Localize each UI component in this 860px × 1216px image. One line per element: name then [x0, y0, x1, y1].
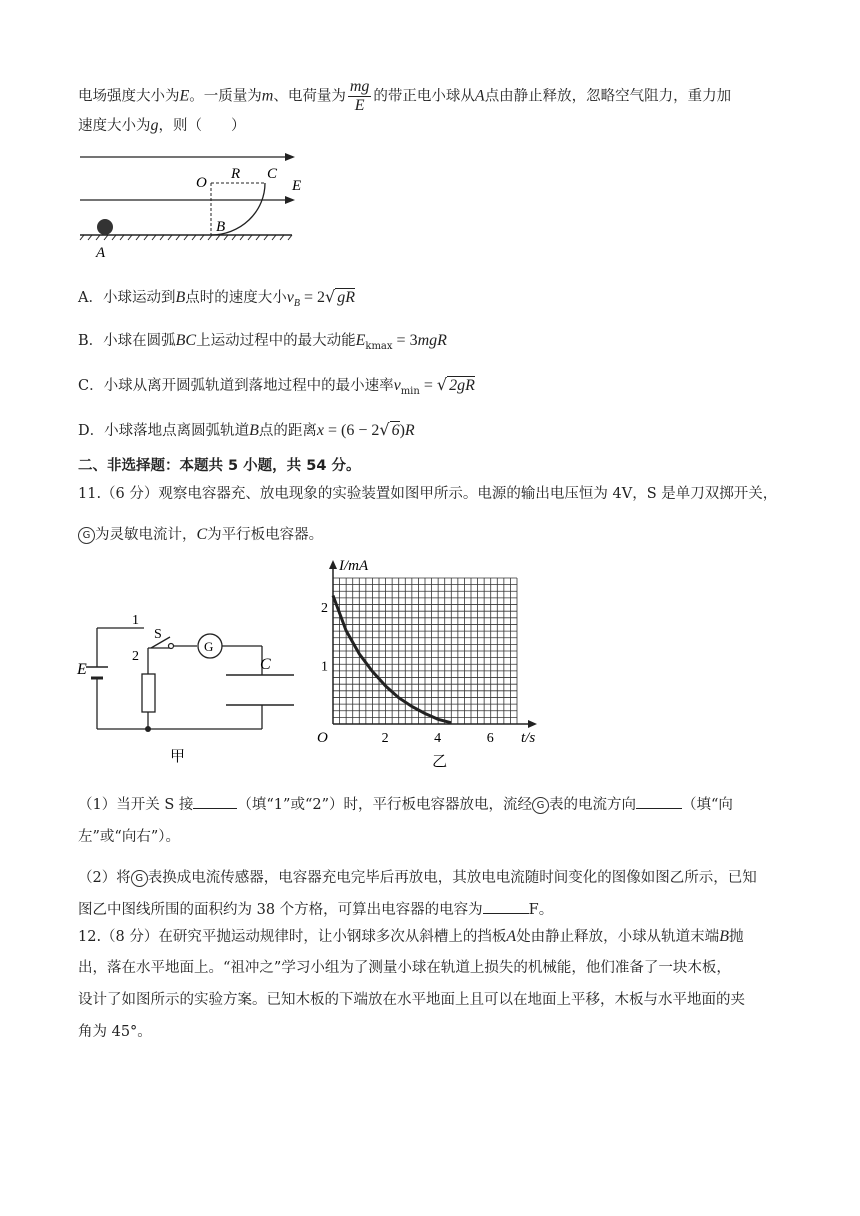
switch-label: S: [154, 627, 162, 642]
terminal-1-label: 1: [132, 613, 139, 628]
var-v: v: [393, 377, 401, 394]
var-E: E: [179, 87, 190, 105]
figure-caption-jia: 甲: [170, 749, 186, 765]
q10-text: 的带正电小球从: [373, 88, 475, 105]
chart-grid: [333, 578, 517, 724]
option-text: C．小球从离开圆弧轨道到落地过程中的最小速率: [78, 378, 394, 394]
radicand-gR: gR: [337, 289, 355, 306]
var-B: B: [175, 289, 186, 306]
q10-text: 速度大小为: [78, 118, 151, 134]
y-axis-arrow: [329, 560, 337, 569]
section-heading: 二、非选择题：本题共 5 小题，共 54 分。: [78, 458, 361, 474]
q12-line3: 设计了如图所示的实验方案。已知木板的下端放在水平地面上且可以在地面上平移，木板与水平地面的夹: [78, 992, 745, 1008]
q12-line2: 出，落在水平地面上。“祖冲之”学习小组为了测量小球在轨道上损失的机械能，他们准备了一块木板，: [78, 960, 731, 976]
q11-text: 为平行板电容器。: [207, 527, 324, 543]
expression: = (6 − 2: [324, 422, 380, 439]
var-BC: BC: [175, 332, 197, 349]
origin-label: O: [317, 730, 328, 746]
terminal-2-label: 2: [132, 649, 139, 664]
switch-pivot: [169, 644, 174, 649]
q10-text: 。一质量为: [189, 88, 262, 105]
galvanometer-icon: G: [131, 870, 148, 887]
label-B: B: [216, 219, 226, 235]
field-arrow-middle: [285, 196, 295, 204]
galvanometer-icon: G: [532, 797, 549, 814]
q11-text: 表的电流方向: [549, 797, 636, 813]
equals: = 2: [299, 289, 326, 306]
answer-blank-direction[interactable]: [636, 808, 682, 809]
q12-text: 抛: [728, 929, 744, 945]
label-E: E: [292, 178, 302, 194]
capacitor-label: C: [260, 656, 271, 673]
q11-text: （填“向: [682, 797, 733, 813]
q11-text: 表换成电流传感器，电容器充电完毕后再放电，其放电电流随时间变化的图像如图乙所示，已知: [147, 870, 757, 886]
x-axis-label: t/s: [521, 730, 536, 746]
circuit-diagram: [74, 602, 296, 774]
field-arrow-top: [285, 153, 295, 161]
x-axis-arrow: [528, 720, 537, 728]
discharge-current-chart: [305, 560, 555, 778]
var-E: E: [355, 332, 366, 349]
q11-text: （填“1”或“2”）时，平行板电容器放电，流经: [237, 797, 532, 813]
q11-sub2-line1: [78, 868, 757, 888]
var-R: R: [404, 422, 415, 439]
label-C: C: [267, 166, 278, 182]
label-R: R: [231, 166, 241, 182]
q11-text: （2）将: [78, 870, 131, 886]
var-g: g: [150, 117, 159, 134]
q10-option-D: D．小球落地点离圆弧轨道B点的距离x = (6 − 2√ 6)R: [78, 420, 415, 439]
galvanometer-label: G: [204, 639, 214, 654]
q11-text: （1）当开关 S 接: [78, 797, 194, 813]
var-v: v: [286, 289, 294, 306]
q11-sub2-line2: [78, 900, 553, 920]
q10-option-C: C．小球从离开圆弧轨道到落地过程中的最小速率$v_{min}$ = √ 2gR: [78, 375, 475, 397]
q11-sub1-line1: [78, 795, 733, 815]
x-tick-label: 6: [486, 731, 494, 746]
frac-denominator: E: [354, 97, 365, 114]
q10-stem-line1: [78, 78, 731, 115]
q11-sub1-line2: 左”或“向右”）。: [78, 829, 180, 845]
option-text: 点的距离: [258, 423, 317, 439]
var-x: x: [316, 422, 325, 439]
option-text: A．小球运动到: [78, 290, 176, 306]
resistor: [142, 674, 155, 712]
q10-option-A: A．小球运动到B点时的速度大小$v_B = 2√$ gR: [78, 287, 355, 309]
source-label: E: [77, 661, 87, 678]
q10-stem-line2: [78, 116, 246, 136]
q12-text: 处由静止释放，小球从轨道末端: [516, 929, 720, 945]
q10-text: ，则（ ）: [158, 118, 246, 134]
q12-line4: 角为 45°。: [78, 1024, 152, 1040]
radicand-2gR: 2gR: [449, 377, 475, 394]
y-axis-label: I/mA: [339, 560, 369, 574]
var-B: B: [719, 928, 729, 945]
q11-text: 为灵敏电流计，: [95, 527, 197, 543]
q12-text: 12.（8 分）在研究平抛运动规律时，让小钢球多次从斜槽上的挡板: [78, 929, 507, 945]
subscript-B: B: [293, 297, 300, 309]
radicand-6: 6: [391, 422, 400, 439]
var-A: A: [506, 928, 517, 945]
y-tick-label: 2: [321, 601, 328, 617]
q10-text: 电场强度大小为: [78, 88, 180, 105]
charged-ball: [97, 219, 113, 235]
label-O: O: [196, 175, 207, 191]
label-A: A: [96, 245, 106, 261]
q10-option-B: [78, 331, 447, 357]
answer-blank-switch[interactable]: [193, 808, 237, 809]
close-paren: ): [399, 422, 405, 439]
q10-text: 点由静止释放，忽略空气阻力，重力加: [484, 88, 732, 105]
q11-text: F。: [528, 902, 554, 918]
option-text: 上运动过程中的最大动能: [196, 333, 356, 349]
subscript-kmax: kmax: [365, 340, 393, 352]
frac-numerator: mg: [349, 78, 370, 95]
q10-figure: [78, 145, 308, 263]
var-B: B: [249, 422, 259, 439]
var-A: A: [474, 87, 485, 105]
q10-text: 、电荷量为: [273, 88, 346, 105]
y-tick-label: 1: [321, 659, 328, 675]
var-C: C: [196, 526, 208, 543]
q12-line1: [78, 927, 743, 947]
option-text: 点时的速度大小: [185, 290, 287, 306]
x-tick-label: 4: [434, 731, 442, 746]
value-mgR: mgR: [417, 332, 447, 349]
q11-line2: [78, 525, 323, 545]
option-text: B．小球在圆弧: [78, 333, 176, 349]
galvanometer-icon: G: [78, 527, 95, 544]
var-m: m: [261, 87, 274, 105]
equals: = 3: [392, 332, 418, 349]
option-text: D．小球落地点离圆弧轨道: [78, 423, 250, 439]
equals: =: [419, 377, 437, 394]
x-tick-label: 2: [381, 731, 389, 746]
q11-text: 图乙中图线所围的面积约为 38 个方格，可算出电容器的电容为: [78, 902, 483, 918]
q11-line1: 11.（6 分）观察电容器充、放电现象的实验装置如图甲所示。电源的输出电压恒为 4V，S 是单刀双掷开关，: [78, 486, 778, 502]
figure-caption-yi: 乙: [432, 754, 448, 770]
answer-blank-capacitance[interactable]: [483, 913, 529, 914]
junction-dot: [145, 726, 151, 732]
subscript-min: min: [400, 385, 420, 397]
fraction-mg-over-E: [348, 78, 372, 115]
